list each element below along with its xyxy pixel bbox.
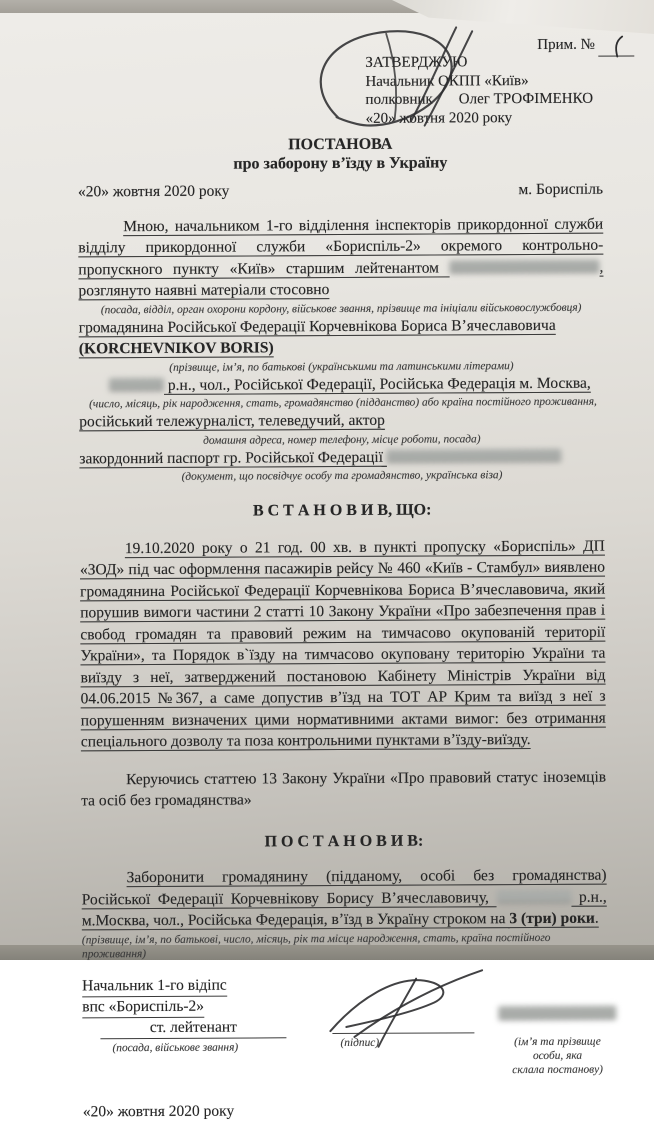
- approver-name: Олег ТРОФІМЕНКО: [459, 91, 593, 108]
- established-paragraph: 19.10.2020 року о 21 год. 00 хв. в пункті пропуску «Бориспіль» ДП «ЗОД» під час оформлення пасажирів рейсу № 460 «Київ - Стамбул» виявлено громадянина Російської Федерації Корчевнікова Бориса В’ячеславовича, який порушив вимоги частини 2 статті 10 Закону України «Про забезпечення прав і свобод громадян та правовий режим на тимчасово окупованій території України», та Порядок в`їзду на тимчасово окуповану територію України та виїзду з неї, затверджений постановою Кабінету Міністрів України від 04.06.2015 №367, а саме допустив в’їзд на ТОТ АР Крим та виїзд з неї з порушенням визначених цими нормативними актами вимог: без отримання спеціального дозволу та поза контрольними пунктами в’їзду-виїзду.: [80, 535, 606, 753]
- position-caption: (посада, військове звання): [112, 1040, 320, 1055]
- approval-stamp-block: [365, 53, 602, 128]
- field-caption-officer: (посада, відділ, орган охорони кордону, військове звання, прізвище та ініціали військовослужбовця): [79, 300, 604, 317]
- document-content: [77, 23, 608, 1123]
- intro-text-before: Мною, начальником 1-го відділення інспекторів прикордонної служби відділу прикордонної служби «Бориспіль-2» окремого контрольно-пропускного пункту «Київ» старшим лейтенантом: [78, 215, 603, 278]
- handwritten-one: [609, 33, 633, 59]
- approve-title: ЗАТВЕРДЖУЮ: [365, 53, 602, 73]
- composer-block: [498, 973, 617, 1077]
- field-caption-birth: (число, місяць, рік народження, стать, громадянство (підданство) або країна постійного проживання,: [79, 395, 604, 412]
- redacted-passport-number: [387, 448, 562, 462]
- approver-position: Начальник ОКПП «Київ»: [365, 71, 602, 91]
- resolution-part2: р.н., м.Москва, чол., Російська Федерація, в’їзд в Україну строком на: [82, 888, 607, 929]
- officer-position-line-2: впс «Бориспіль-2»: [82, 996, 204, 1018]
- document-date: «20» жовтня 2020 року: [83, 1099, 608, 1123]
- approver-rank-name: [365, 90, 602, 110]
- ban-term: 3 (три) роки: [509, 910, 595, 927]
- redacted-birthdate-2: [496, 889, 571, 902]
- passport-line: [79, 445, 604, 469]
- copy-number-underline: [599, 39, 635, 56]
- approve-date: «20» жовтня 2020 року: [366, 108, 603, 128]
- resolution-part1: Заборонити громадянину (підданому, особі без громадянства) Російської Федерації Корчевнікову Борису В’ячеславовичу,: [82, 867, 607, 908]
- officer-position-line-3: ст. лейтенант: [100, 1017, 286, 1039]
- dateline-date: «20» жовтня 2020 року: [78, 181, 230, 203]
- signature-line: [332, 974, 474, 1034]
- dateline-place: м. Бориспіль: [518, 179, 603, 201]
- established-heading: В С Т А Н О В И В, ЩО:: [80, 499, 605, 523]
- field-caption-resolution: (прізвище, ім’я, по батькові, число, місяць, рік та місце народження, стать, країна постійного проживання): [82, 930, 607, 961]
- intro-text-after: , розглянуто наявні матеріали стосовно: [78, 258, 603, 299]
- resolution-paragraph: [82, 865, 607, 932]
- composer-caption-line1: (ім’я та прізвище особи, яка: [514, 1036, 601, 1062]
- approver-rank: полковник: [365, 92, 432, 108]
- field-caption-document: (документ, що посвідчує особу та громадянство, українська віза): [79, 468, 604, 485]
- passport-text: закордонний паспорт гр. Російської Федерації: [79, 448, 387, 467]
- redacted-officer-name: [449, 259, 599, 273]
- document-title: ПОСТАНОВА: [78, 134, 603, 156]
- birth-line: [79, 372, 604, 396]
- officer-position-block: [82, 975, 321, 1080]
- composer-caption-line2: склала постанову): [512, 1064, 603, 1076]
- occupation-text: російський тележурналіст, телеведучий, актор: [79, 412, 385, 431]
- signature-area: [332, 974, 485, 1078]
- subject-name-latin: (KORCHEVNIKOV BORIS): [79, 339, 274, 357]
- occupation-line: [79, 409, 604, 433]
- intro-paragraph: [78, 213, 603, 302]
- dateline: [78, 179, 603, 203]
- document-subtitle: про заборону в’їзду в Україну: [78, 153, 603, 175]
- signature-block: [82, 973, 608, 1079]
- signature-caption: (підпис): [340, 1035, 484, 1050]
- birth-line-text: р.н., чол., Російської Федерації, Російська Федерація м. Москва,: [164, 374, 591, 393]
- legal-basis-paragraph: Керуючись статтею 13 Закону України «Про правовий статус іноземців та осіб без громадянства»: [81, 766, 606, 812]
- officer-position-line-1: Начальник 1-го відіпс: [82, 975, 227, 997]
- redacted-birthdate: [109, 377, 164, 390]
- redacted-composer-name: [498, 1005, 616, 1020]
- field-caption-address: домашня адреса, номер телефону, місце роботи, посада): [79, 431, 604, 448]
- copy-number-label: Прим. №: [537, 37, 595, 53]
- subject-name-line: громадянина Російської Федерації Корчевнікова Бориса В’ячеславовича: [79, 314, 604, 338]
- composer-caption: [498, 1035, 616, 1078]
- field-caption-name: (прізвище, ім’я, по батькові (українськими та латинськими літерами): [79, 358, 604, 375]
- resolved-heading: П О С Т А Н О В И В:: [81, 829, 606, 853]
- resolution-period: .: [595, 910, 599, 927]
